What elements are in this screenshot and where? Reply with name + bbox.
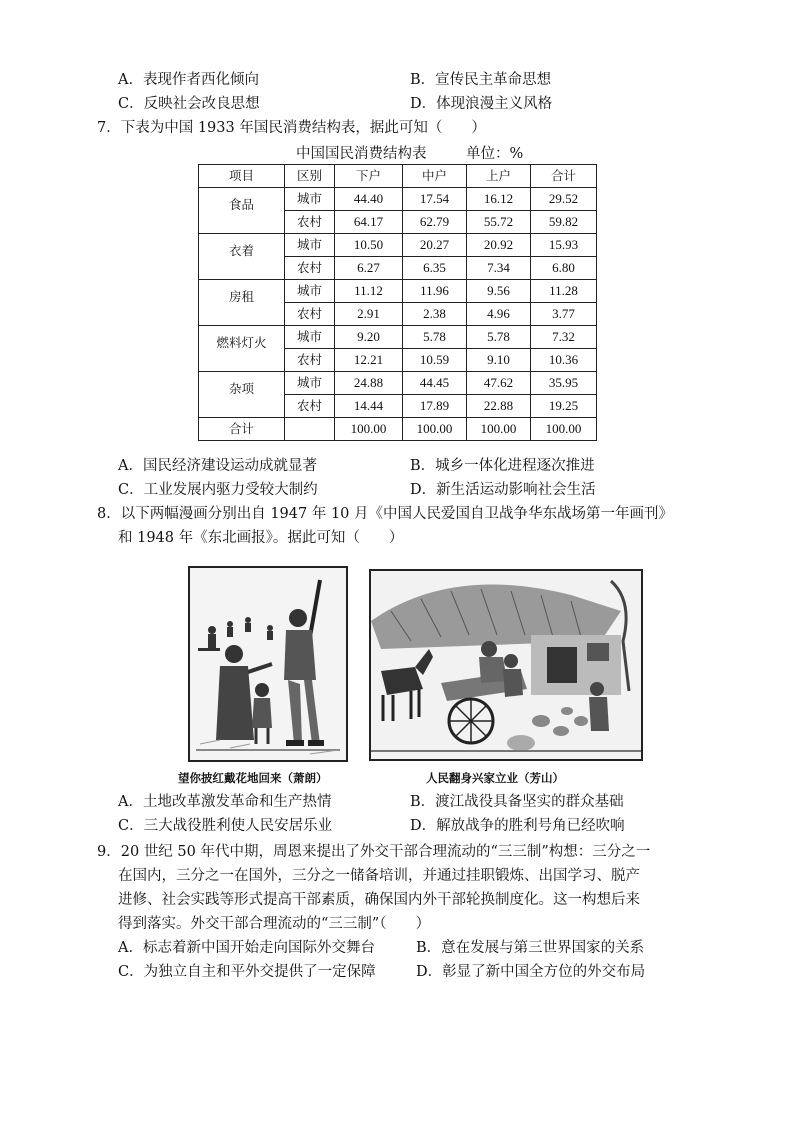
value-cell: 5.78 <box>467 326 531 349</box>
header-cell: 合计 <box>531 165 597 188</box>
value-cell: 22.88 <box>467 395 531 418</box>
q7-stem: 7．下表为中国 1933 年国民消费结构表，据此可知（ ） <box>97 120 486 136</box>
table-title: 中国国民消费结构表 <box>296 146 427 162</box>
cartoon-left-image <box>188 566 348 762</box>
q6-option-c: C．反映社会改良思想 <box>118 96 260 112</box>
value-cell: 24.88 <box>335 372 403 395</box>
value-cell: 15.93 <box>531 234 597 257</box>
total-value-cell: 100.00 <box>403 418 467 441</box>
q8-stem-line1: 8．以下两幅漫画分别出自 1947 年 10 月《中国人民爱国自卫战争华东战场第一年画刊》 <box>97 506 674 522</box>
table-header-row <box>199 165 597 188</box>
value-cell: 44.40 <box>335 188 403 211</box>
cartoon-right-drawing <box>371 571 641 759</box>
value-cell: 2.91 <box>335 303 403 326</box>
region-cell: 农村 <box>285 349 335 372</box>
value-cell: 4.96 <box>467 303 531 326</box>
value-cell: 35.95 <box>531 372 597 395</box>
value-cell: 59.82 <box>531 211 597 234</box>
region-cell: 城市 <box>285 234 335 257</box>
value-cell: 9.10 <box>467 349 531 372</box>
region-cell: 农村 <box>285 257 335 280</box>
value-cell: 19.25 <box>531 395 597 418</box>
header-cell: 项目 <box>199 165 285 188</box>
table-unit: 单位：% <box>466 146 524 162</box>
table-total-row <box>199 418 597 441</box>
q7-option-b: B．城乡一体化进程逐次推进 <box>410 458 595 474</box>
value-cell: 12.21 <box>335 349 403 372</box>
caption-left: 望你披红戴花地回来（萧朗） <box>178 771 328 785</box>
value-cell: 14.44 <box>335 395 403 418</box>
table-row <box>199 188 597 211</box>
q9-stem-line1: 9．20 世纪 50 年代中期，周恩来提出了外交干部合理流动的“三三制”构想：三分之一 <box>97 844 651 860</box>
value-cell: 6.35 <box>403 257 467 280</box>
value-cell: 10.59 <box>403 349 467 372</box>
q7-option-d: D．新生活运动影响社会生活 <box>410 482 596 498</box>
region-cell: 城市 <box>285 188 335 211</box>
q7-option-a: A．国民经济建设运动成就显著 <box>118 458 317 474</box>
q9-option-d: D．彰显了新中国全方位的外交布局 <box>416 964 646 980</box>
value-cell: 29.52 <box>531 188 597 211</box>
value-cell: 10.50 <box>335 234 403 257</box>
value-cell: 10.36 <box>531 349 597 372</box>
value-cell: 3.77 <box>531 303 597 326</box>
total-label-cell: 合计 <box>199 418 285 441</box>
value-cell: 17.89 <box>403 395 467 418</box>
value-cell: 44.45 <box>403 372 467 395</box>
q9-stem-line2: 在国内，三分之一在国外，三分之一储备培训，并通过挂职锻炼、出国学习、脱产 <box>118 868 640 884</box>
cartoon-right-image <box>369 569 643 761</box>
value-cell: 7.32 <box>531 326 597 349</box>
q6-option-a: A．表现作者西化倾向 <box>118 72 259 88</box>
item-cell: 房租 <box>199 280 285 326</box>
consumption-table <box>198 164 597 441</box>
q8-option-b: B．渡江战役具备坚实的群众基础 <box>410 794 624 810</box>
value-cell: 2.38 <box>403 303 467 326</box>
value-cell: 55.72 <box>467 211 531 234</box>
q9-stem-line3: 进修、社会实践等形式提高干部素质，确保国内外干部轮换制度化。这一构想后来 <box>118 892 640 908</box>
value-cell: 16.12 <box>467 188 531 211</box>
value-cell: 62.79 <box>403 211 467 234</box>
item-cell: 燃料灯火 <box>199 326 285 372</box>
q7-option-c: C．工业发展内驱力受较大制约 <box>118 482 318 498</box>
value-cell: 9.20 <box>335 326 403 349</box>
q6-option-d: D．体现浪漫主义风格 <box>410 96 553 112</box>
value-cell: 9.56 <box>467 280 531 303</box>
value-cell: 47.62 <box>467 372 531 395</box>
header-cell: 上户 <box>467 165 531 188</box>
region-cell: 城市 <box>285 280 335 303</box>
table-row <box>199 326 597 349</box>
caption-right: 人民翻身兴家立业（芳山） <box>426 771 564 785</box>
value-cell: 20.27 <box>403 234 467 257</box>
header-cell: 区别 <box>285 165 335 188</box>
value-cell: 6.27 <box>335 257 403 280</box>
q9-option-b: B．意在发展与第三世界国家的关系 <box>416 940 645 956</box>
q9-option-a: A．标志着新中国开始走向国际外交舞台 <box>118 940 375 956</box>
q6-option-b: B．宣传民主革命思想 <box>410 72 552 88</box>
total-value-cell: 100.00 <box>335 418 403 441</box>
item-cell: 杂项 <box>199 372 285 418</box>
total-value-cell: 100.00 <box>531 418 597 441</box>
q8-stem-line2: 和 1948 年《东北画报》。据此可知（ ） <box>118 530 404 546</box>
region-cell: 农村 <box>285 211 335 234</box>
cartoon-left-drawing <box>190 568 346 760</box>
value-cell: 11.96 <box>403 280 467 303</box>
q9-stem-line4: 得到落实。外交干部合理流动的“三三制”（ ） <box>118 916 431 932</box>
item-cell: 衣着 <box>199 234 285 280</box>
total-value-cell: 100.00 <box>467 418 531 441</box>
q9-option-c: C．为独立自主和平外交提供了一定保障 <box>118 964 376 980</box>
table-row <box>199 372 597 395</box>
region-cell: 农村 <box>285 303 335 326</box>
table-row <box>199 234 597 257</box>
value-cell: 64.17 <box>335 211 403 234</box>
q8-option-d: D．解放战争的胜利号角已经吹响 <box>410 818 625 834</box>
table-row <box>199 280 597 303</box>
value-cell: 17.54 <box>403 188 467 211</box>
region-cell: 农村 <box>285 395 335 418</box>
total-empty-cell <box>285 418 335 441</box>
value-cell: 6.80 <box>531 257 597 280</box>
item-cell: 食品 <box>199 188 285 234</box>
value-cell: 11.12 <box>335 280 403 303</box>
region-cell: 城市 <box>285 372 335 395</box>
region-cell: 城市 <box>285 326 335 349</box>
q8-option-c: C．三大战役胜利使人民安居乐业 <box>118 818 333 834</box>
value-cell: 7.34 <box>467 257 531 280</box>
header-cell: 中户 <box>403 165 467 188</box>
value-cell: 5.78 <box>403 326 467 349</box>
value-cell: 11.28 <box>531 280 597 303</box>
value-cell: 20.92 <box>467 234 531 257</box>
header-cell: 下户 <box>335 165 403 188</box>
q8-option-a: A．土地改革激发革命和生产热情 <box>118 794 332 810</box>
